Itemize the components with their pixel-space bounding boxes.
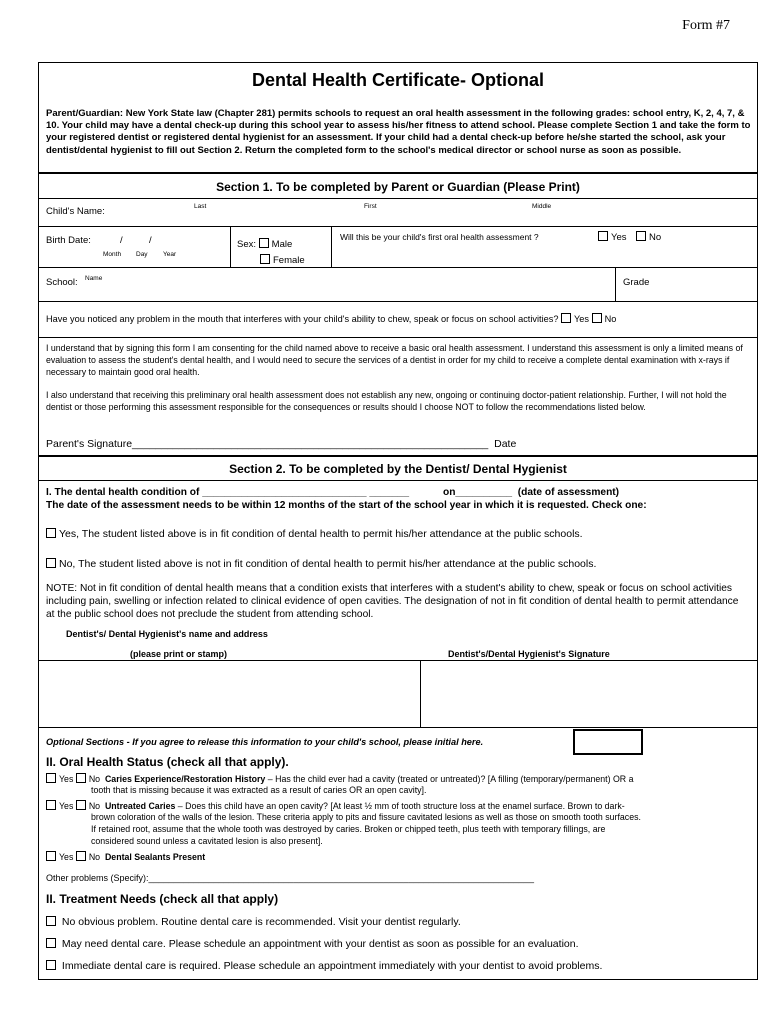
school-label: School:: [46, 277, 78, 288]
condition-line[interactable]: I. The dental health condition of _____________________________ _______ on__________ (date of assessment): [46, 487, 620, 498]
dentist-signature-label: Dentist's/Dental Hygienist's Signature: [448, 649, 610, 659]
parent-signature-line[interactable]: Parent's Signature_____________________________________________________________ Date: [46, 438, 517, 450]
school-field[interactable]: [38, 267, 616, 302]
female-checkbox[interactable]: [260, 254, 270, 264]
dentist-name-box[interactable]: [38, 660, 421, 728]
treatment-3-checkbox[interactable]: [46, 960, 56, 970]
initials-box[interactable]: [573, 729, 643, 755]
middle-label: Middle: [532, 203, 552, 210]
problem-yes-checkbox[interactable]: [561, 313, 571, 323]
problem-no-checkbox[interactable]: [592, 313, 602, 323]
fit-yes-checkbox[interactable]: [46, 528, 56, 538]
caries-row: Yes No Caries Experience/Restoration History – Has the child ever had a cavity (treated or untreated)? [A filling (temporary/permanent) OR a: [46, 773, 634, 784]
treatment-needs-title: II. Treatment Needs (check all that apply): [46, 892, 279, 906]
treatment-option-1: No obvious problem. Routine dental care is recommended. Visit your dentist regularly.: [46, 916, 461, 928]
childs-name-field[interactable]: [38, 198, 758, 227]
untreated-yes-checkbox[interactable]: [46, 800, 56, 810]
fit-no-option: No, The student listed above is not in fit condition of dental health to permit his/her attendance at the public schools.: [46, 558, 596, 570]
school-name-label: Name: [85, 275, 103, 282]
untreated-text-4: considered sound unless a cavitated lesion is also present].: [91, 836, 323, 846]
sealants-row: Yes No Dental Sealants Present: [46, 851, 205, 862]
dentist-name-label: Dentist's/ Dental Hygienist's name and address: [66, 629, 268, 639]
month-label: Month: [103, 251, 122, 258]
caries-text-2: tooth that is missing because it was extracted as a result of caries OR an open cavity].: [91, 785, 427, 795]
release-text: Optional Sections - If you agree to release this information to your child's school, please initial here.: [46, 737, 484, 747]
form-number: Form #7: [682, 18, 730, 33]
birth-date-field[interactable]: [38, 226, 231, 268]
sealants-yes-checkbox[interactable]: [46, 851, 56, 861]
female-option: Female: [260, 254, 305, 266]
fit-no-checkbox[interactable]: [46, 558, 56, 568]
print-or-stamp-label: (please print or stamp): [130, 649, 228, 659]
male-checkbox[interactable]: [259, 238, 269, 248]
last-label: Last: [194, 203, 207, 210]
oral-status-title: II. Oral Health Status (check all that apply).: [46, 755, 289, 769]
first-assessment-yes: Yes: [598, 231, 627, 243]
date-slashes: / /: [120, 235, 152, 246]
first-label: First: [364, 203, 377, 210]
day-label: Day: [136, 251, 148, 258]
first-assessment-no: No: [636, 231, 661, 243]
consent-paragraph-1: I understand that by signing this form I am consenting for the child named above to receive a basic oral health assessment. I understand this assessment is only a limited means of evaluation to assess the student's dental health, and I would need to secure the services of a dentist in order for my child to receive a complete dental examination with x-rays if necessary to maintain good oral health.: [46, 343, 743, 377]
untreated-row: Yes No Untreated Caries – Does this child have an open cavity? [At least ½ mm of tooth structure loss at the enamel surface. Brown to dark-: [46, 800, 625, 811]
first-assessment-question: Will this be your child's first oral health assessment ?: [340, 232, 539, 242]
note-paragraph: NOTE: Not in fit condition of dental health means that a condition exists that interferes with a student's ability to chew, speak or focus on school activities including pain, swelling or infection related to clinical evidence of open cavities. The designation of not in fit condition of dental health to permit attendance at the public school does not preclude the student from attending school.: [46, 583, 739, 620]
caries-yes-checkbox[interactable]: [46, 773, 56, 783]
section2-header: Section 2. To be completed by the Dentist/ Dental Hygienist: [229, 462, 567, 476]
sex-label: Sex: Male: [237, 239, 293, 250]
birth-date-label: Birth Date:: [46, 235, 91, 246]
treatment-option-2: May need dental care. Please schedule an appointment with your dentist as soon as possible for an evaluation.: [46, 938, 579, 950]
fit-yes-option: Yes, The student listed above is in fit condition of dental health to permit his/her attendance at the public schools.: [46, 528, 583, 540]
treatment-option-3: Immediate dental care is required. Please schedule an appointment immediately with your dentist to avoid problems.: [46, 960, 602, 972]
first-assessment-no-checkbox[interactable]: [636, 231, 646, 241]
year-label: Year: [163, 251, 177, 258]
problem-question: Have you noticed any problem in the mouth that interferes with your child's ability to chew, speak or focus on school activities? Yes No: [46, 314, 617, 324]
treatment-2-checkbox[interactable]: [46, 938, 56, 948]
untreated-text-3: If retained root, assume that the whole tooth was destroyed by caries. Broken or chipped teeth, plus teeth with temporary fillings, are: [91, 824, 606, 834]
grade-label: Grade: [623, 277, 650, 288]
childs-name-label: Child's Name:: [46, 206, 105, 217]
first-assessment-yes-checkbox[interactable]: [598, 231, 608, 241]
within-12-months-line: The date of the assessment needs to be within 12 months of the start of the school year in which it is requested. Check one:: [46, 500, 647, 511]
untreated-no-checkbox[interactable]: [76, 800, 86, 810]
caries-no-checkbox[interactable]: [76, 773, 86, 783]
consent-paragraph-2: I also understand that receiving this preliminary oral health assessment does not establish any new, ongoing or continuing doctor-patient relationship. Further, I will not hold the dentist or those performing this assessment responsible for the consequences or results should I choose NOT to follow the recommendations listed below.: [46, 390, 727, 412]
intro-text: Parent/Guardian: New York State law (Chapter 281) permits schools to request an oral health assessment in the following grades: school entry, K, 2, 4, 7, & 10. Your child may have a dental check-up during this school year to assess his/her fitness to attend school. Please complete Section 1 and take the form to your registered dentist or registered dental hygienist for an assessment. If your child had a dental check-up before he/she started the school, ask your dentist/dental hygienist to fill out Section 2. Return the completed form to the school's medical director or school nurse as soon as possible.: [46, 108, 751, 156]
sealants-no-checkbox[interactable]: [76, 851, 86, 861]
untreated-text-2: brown coloration of the walls of the lesion. These criteria apply to pits and fissure cavitated lesions as well as those on smooth tooth surfaces.: [91, 812, 641, 822]
section1-header: Section 1. To be completed by Parent or Guardian (Please Print): [216, 180, 580, 194]
dentist-signature-box[interactable]: [420, 660, 758, 728]
page-title: Dental Health Certificate- Optional: [251, 70, 545, 90]
other-problems-field[interactable]: Other problems (Specify):_____________________________________________________________________________: [46, 873, 534, 883]
treatment-1-checkbox[interactable]: [46, 916, 56, 926]
